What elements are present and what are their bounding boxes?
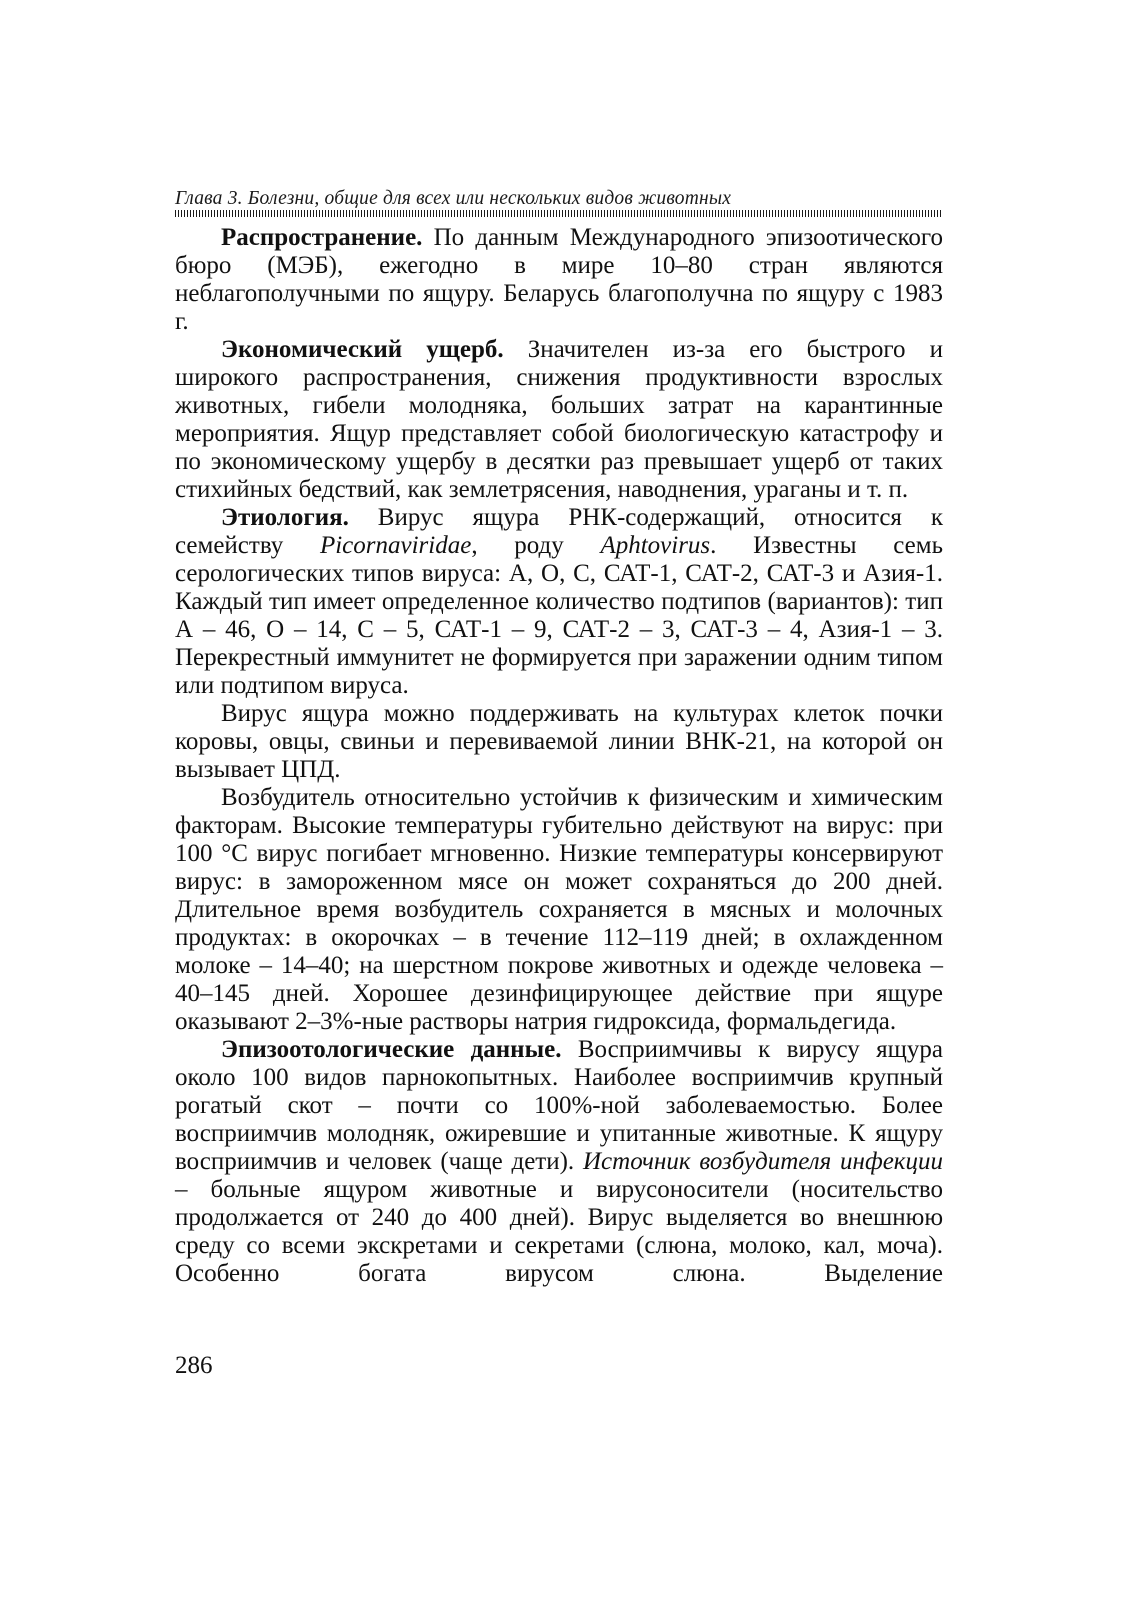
text-spread: По данным Международного эпизоотического бюро (МЭБ), ежегодно в мире 10–80 стран являются неблагополучными по ящуру. Беларусь благополучна по ящуру с 1983 г.: [175, 224, 943, 335]
page-number: 286: [175, 1352, 213, 1379]
running-head: Глава 3. Болезни, общие для всех или нескольких видов животных: [175, 188, 732, 209]
heading-spread: Распространение.: [221, 224, 423, 251]
heading-epizootology: Эпизоотологические данные.: [221, 1036, 562, 1063]
family-name: Picornaviridae: [319, 532, 472, 559]
text-epizootology-1: Восприимчивы к вирусу ящура около 100 видов парнокопытных. Наиболее восприимчив крупный рогатый скот – почти со 100%-ной заболеваемостью. Более восприимчив молодняк, ожиревшие и упитанные животные. К ящуру восприимчив и человек (чаще дети).: [175, 1036, 944, 1175]
paragraph-epizootology: [175, 1036, 943, 1288]
paragraph-spread: [175, 224, 943, 336]
body-text: [175, 224, 943, 1288]
heading-etiology: Этиология.: [221, 504, 349, 531]
text-etiology-3: . Известны семь серологических типов вируса: А, О, С, САТ-1, САТ-2, САТ-3 и Азия-1. Каждый тип имеет определенное количество подтипов (вариантов): тип А – 46, О – 14, С – 5, САТ-1 – 9, САТ-2 – 3, САТ-3 – 4, Азия-1 – 3. Перекрестный иммунитет не формируется при заражении одним типом или подтипом вируса.: [175, 532, 943, 699]
text-economic-damage: Значителен из-за его быстрого и широкого распространения, снижения продуктивности взрослых животных, гибели молодняка, больших затрат на карантинные мероприятия. Ящур представляет собой биологическую катастрофу и по экономическому ущербу в десятки раз превышает ущерб от таких стихийных бедствий, как землетрясения, наводнения, ураганы и т. п.: [175, 336, 943, 503]
paragraph-resistance: Возбудитель относительно устойчив к физическим и химическим факторам. Высокие температуры губительно действуют на вирус: при 100 °С вирус погибает мгновенно. Низкие температуры консервируют вирус: в замороженном мясе он может сохраняться до 200 дней. Длительное время возбудитель сохраняется в мясных и молочных продуктах: в окорочках – в течение 112–119 дней; в охлажденном молоке – 14–40; на шерстном покрове животных и одежде человека – 40–145 дней. Хорошее дезинфицирующее действие при ящуре оказывают 2–3%-ные растворы натрия гидроксида, формальдегида.: [175, 784, 943, 1035]
text-epizootology-2: – больные ящуром животные и вирусоносители (носительство продолжается от 240 до 400 дней). Вирус выделяется во внешнюю среду со всеми экскретами и секретами (слюна, молоко, кал, моча). Особенно богата вирусом слюна. Выделение: [175, 1176, 943, 1287]
running-head-rule: [175, 210, 943, 217]
source-of-infection-term: Источник возбудителя инфекции: [582, 1148, 943, 1175]
genus-name: Aphtovirus: [600, 532, 711, 559]
text-etiology-2: , роду: [471, 532, 601, 559]
text-etiology-1: Вирус ящура РНК-содержащий, относится к семейству: [175, 504, 943, 559]
paragraph-economic-damage: [175, 336, 943, 504]
paragraph-cell-culture: Вирус ящура можно поддерживать на культурах клеток почки коровы, овцы, свиньи и перевиваемой линии ВНК-21, на которой он вызывает ЦПД.: [175, 700, 943, 783]
heading-economic-damage: Экономический ущерб.: [221, 336, 504, 363]
paragraph-etiology: [175, 504, 943, 700]
